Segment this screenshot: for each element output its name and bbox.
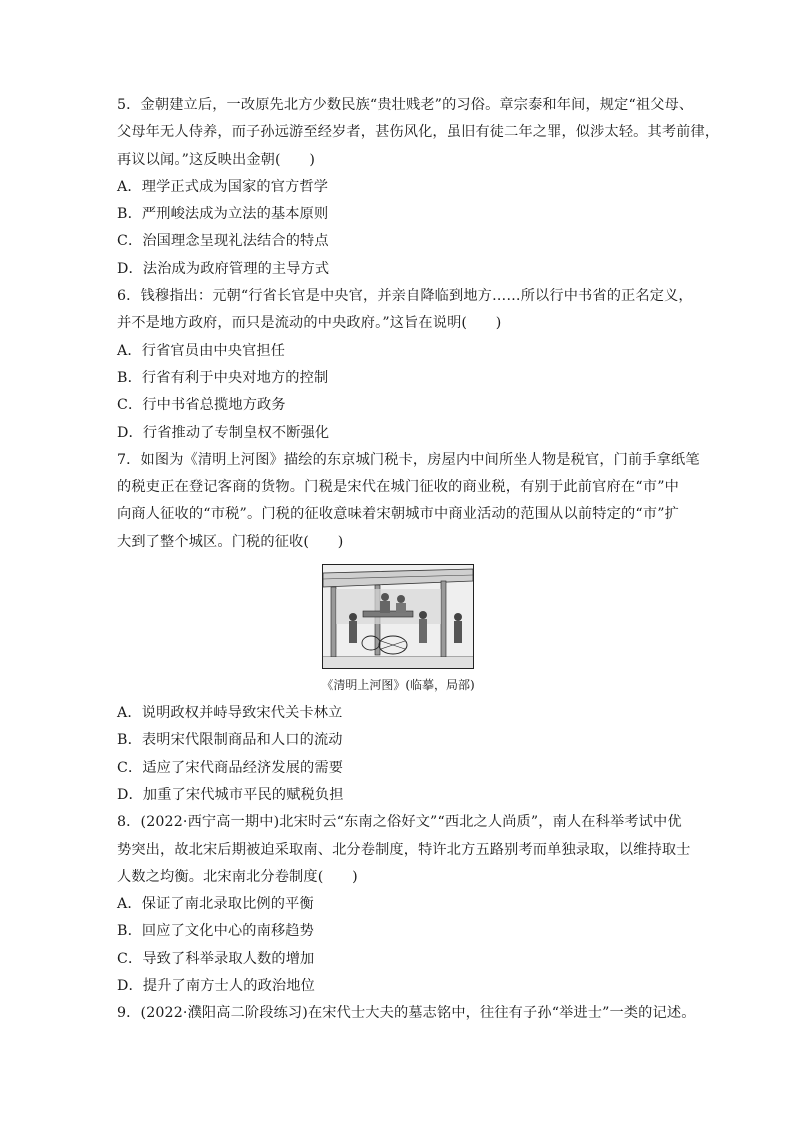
option-b: B．严刑峻法成为立法的基本原则 [117, 206, 329, 223]
option-b: B．回应了文化中心的南移趋势 [117, 923, 314, 940]
figure-caption: 《清明上河图》(临摹，局部) [321, 678, 475, 693]
option-d: D．加重了宋代城市平民的赋税负担 [117, 786, 344, 803]
painting-sketch [323, 565, 473, 668]
question-7 [117, 447, 700, 809]
question-stem-line: 7．如图为《清明上河图》描绘的东京城门税卡，房屋内中间所坐人物是税官，门前手拿纸笔 [117, 451, 700, 468]
option-a: A．行省官员由中央官担任 [117, 342, 286, 359]
page-content [117, 92, 720, 1028]
question-stem-line: 6．钱穆指出：元朝“行省长官是中央官，并亲自降临到地方……所以行中书省的正名定义， [117, 288, 693, 305]
qingming-painting-figure [322, 564, 474, 669]
option-b: B．行省有利于中央对地方的控制 [117, 369, 329, 386]
option-d: D．法治成为政府管理的主导方式 [117, 260, 330, 277]
question-stem-line: 的税吏正在登记客商的货物。门税是宋代在城门征收的商业税，有别于此前官府在“市”中 [117, 479, 679, 496]
option-a: A．说明政权并峙导致宋代关卡林立 [117, 705, 343, 722]
option-b: B．表明宋代限制商品和人口的流动 [117, 732, 343, 749]
question-stem-line: 9．(2022·濮阳高二阶段练习)在宋代士大夫的墓志铭中，往往有子孙“举进士”一类的记述。 [117, 1005, 696, 1022]
question-stem-line: 并不是地方政府，而只是流动的中央政府。”这旨在说明( ) [117, 315, 502, 332]
question-9 [117, 1000, 696, 1027]
question-stem-line: 人数之均衡。北宋南北分卷制度( ) [117, 868, 358, 885]
question-6 [117, 283, 693, 447]
option-d: D．行省推动了专制皇权不断强化 [117, 424, 330, 441]
question-5 [117, 92, 720, 283]
option-c: C．治国理念呈现礼法结合的特点 [117, 233, 329, 250]
question-stem-line: 父母年无人侍养，而子孙远游至经岁者，甚伤风化，虽旧有徒二年之罪，似涉太轻。其考前律， [117, 124, 720, 141]
option-c: C．行中书省总揽地方政务 [117, 397, 286, 414]
option-c: C．导致了科举录取人数的增加 [117, 950, 315, 967]
option-c: C．适应了宋代商品经济发展的需要 [117, 759, 344, 776]
question-stem-line: 再议以闻。”这反映出金朝( ) [117, 151, 316, 168]
option-a: A．保证了南北录取比例的平衡 [117, 896, 314, 913]
option-d: D．提升了南方士人的政治地位 [117, 978, 315, 995]
question-stem-line: 大到了整个城区。门税的征收( ) [117, 533, 344, 550]
question-stem-line: 向商人征收的“市税”。门税的征收意味着宋朝城市中商业活动的范围从以前特定的“市”扩 [117, 506, 679, 523]
question-stem-line: 5．金朝建立后，一改原先北方少数民族“贵壮贱老”的习俗。章宗泰和年间，规定“祖父母、 [117, 97, 694, 113]
question-stem-line: 8．(2022·西宁高一期中)北宋时云“东南之俗好文”“西北之人尚质”，南人在科举考试中优 [117, 814, 682, 831]
question-stem-line: 势突出，故北宋后期被迫采取南、北分卷制度，特许北方五路别考而单独录取，以维持取士 [117, 841, 691, 858]
question-8 [117, 809, 691, 1000]
option-a: A．理学正式成为国家的官方哲学 [117, 178, 329, 195]
